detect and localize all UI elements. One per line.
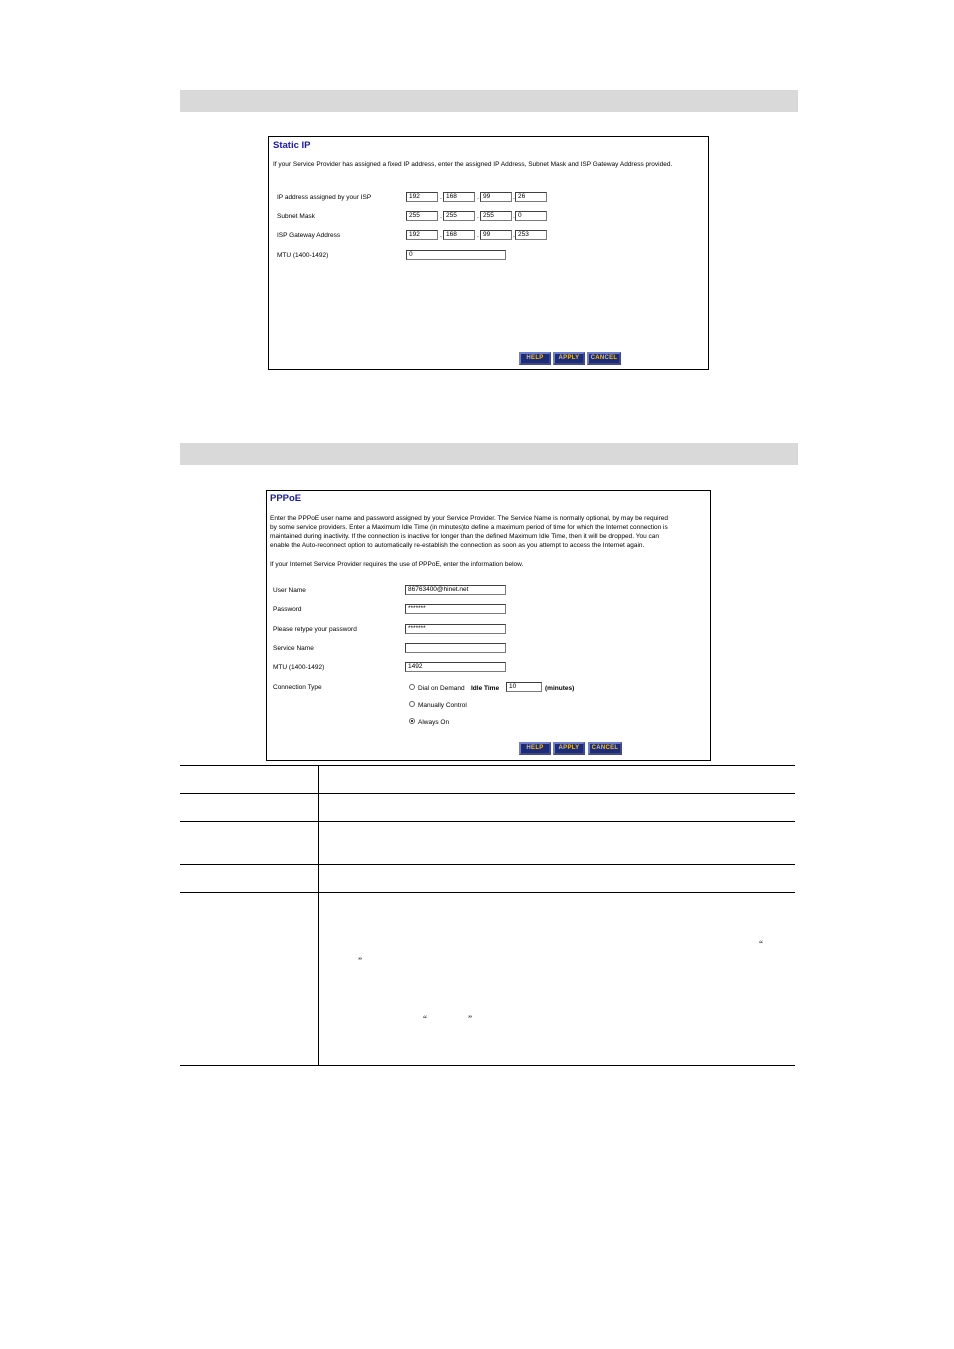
pppoe-desc-line-1: Enter the PPPoE user name and password assigned by your Service Provider. The Service Name is normally optional, by may be required (270, 515, 669, 522)
pppoe-mtu-label: MTU (1400-1492) (273, 664, 325, 671)
pppoe-desc-line-2: by some service providers. Enter a Maximum Idle Time (in minutes)to define a maximum period of time for which the Internet connection is (270, 524, 668, 531)
pppoe-panel (266, 490, 711, 761)
table-rule-2 (180, 793, 795, 794)
ip-dot-1: . (440, 194, 442, 201)
service-name-input[interactable] (405, 643, 506, 653)
pppoe-desc-line-3: maintained during inactivity. If the connection is inactive for longer than the defined Maximum Idle Time, then it will be dropped. You can (270, 533, 660, 540)
gateway-label: ISP Gateway Address (277, 232, 341, 239)
static-mtu-label: MTU (1400-1492) (277, 252, 329, 259)
ip-octet-3[interactable]: 99 (480, 192, 512, 202)
static-ip-description: If your Service Provider has assigned a fixed IP address, enter the assigned IP Address, Subnet Mask and ISP Gateway Address provided. (273, 161, 673, 168)
table-rule-5 (180, 892, 795, 893)
quote-open-1: “ (759, 939, 763, 949)
mask-octet-4[interactable]: 0 (515, 211, 547, 221)
manually-control-radio[interactable] (409, 701, 415, 707)
ip-dot-3: . (513, 194, 515, 201)
always-on-label: Always On (418, 719, 450, 726)
pppoe-apply-button[interactable]: APPLY (553, 742, 585, 755)
retype-password-label: Please retype your password (273, 626, 357, 633)
dial-on-demand-radio[interactable] (409, 684, 415, 690)
gateway-octet-3[interactable]: 99 (480, 230, 512, 240)
gateway-octet-1[interactable]: 192 (406, 230, 438, 240)
mask-dot-2: . (477, 213, 479, 220)
static-help-button[interactable]: HELP (519, 352, 551, 365)
password-input[interactable]: ******* (405, 604, 506, 614)
minutes-label: (minutes) (545, 685, 575, 692)
mask-octet-3[interactable]: 255 (480, 211, 512, 221)
table-column-divider (318, 765, 319, 1066)
mask-octet-2[interactable]: 255 (443, 211, 475, 221)
gateway-dot-2: . (477, 232, 479, 239)
mask-dot-1: . (440, 213, 442, 220)
pppoe-intro: If your Internet Service Provider requires the use of PPPoE, enter the information below. (270, 561, 524, 568)
quote-open-2: “ (423, 1014, 427, 1024)
retype-password-input[interactable]: ******* (405, 624, 506, 634)
always-on-radio[interactable] (409, 718, 415, 724)
pppoe-title: PPPoE (270, 493, 302, 504)
static-cancel-button[interactable]: CANCEL (587, 352, 621, 365)
table-rule-1 (180, 765, 795, 766)
mask-octet-1[interactable]: 255 (406, 211, 438, 221)
section-header-bar-static-ip (180, 90, 798, 112)
gateway-octet-2[interactable]: 168 (443, 230, 475, 240)
static-mtu-input[interactable]: 0 (406, 250, 506, 260)
mask-dot-3: . (513, 213, 515, 220)
gateway-octet-4[interactable]: 253 (515, 230, 547, 240)
dial-on-demand-label: Dial on Demand (418, 685, 465, 692)
static-ip-title: Static IP (273, 140, 311, 151)
table-rule-4 (180, 864, 795, 865)
ip-octet-2[interactable]: 168 (443, 192, 475, 202)
static-apply-button[interactable]: APPLY (553, 352, 585, 365)
ip-octet-1[interactable]: 192 (406, 192, 438, 202)
ip-octet-4[interactable]: 26 (515, 192, 547, 202)
pppoe-mtu-input[interactable]: 1492 (405, 662, 506, 672)
ip-dot-2: . (477, 194, 479, 201)
quote-close-2: ” (468, 1014, 472, 1024)
quote-close-1: ” (358, 956, 362, 966)
ip-address-label: IP address assigned by your ISP (277, 194, 372, 201)
pppoe-cancel-button[interactable]: CANCEL (588, 742, 622, 755)
gateway-dot-3: . (513, 232, 515, 239)
pppoe-desc-line-4: enable the Auto-reconnect option to automatically re-establish the connection as soon as you attempt to access the Internet again. (270, 542, 645, 549)
table-rule-6 (180, 1065, 795, 1066)
idle-time-input[interactable]: 10 (506, 682, 542, 692)
service-name-label: Service Name (273, 645, 314, 652)
idle-time-label: Idle Time (471, 685, 500, 692)
gateway-dot-1: . (440, 232, 442, 239)
user-name-input[interactable]: 86763400@hinet.net (405, 585, 506, 595)
table-rule-3 (180, 821, 795, 822)
manually-control-label: Manually Control (418, 702, 467, 709)
connection-type-label: Connection Type (273, 684, 322, 691)
pppoe-help-button[interactable]: HELP (519, 742, 551, 755)
password-label: Password (273, 606, 302, 613)
section-header-bar-pppoe (180, 443, 798, 465)
subnet-mask-label: Subnet Mask (277, 213, 315, 220)
user-name-label: User Name (273, 587, 306, 594)
static-ip-panel (268, 136, 709, 370)
